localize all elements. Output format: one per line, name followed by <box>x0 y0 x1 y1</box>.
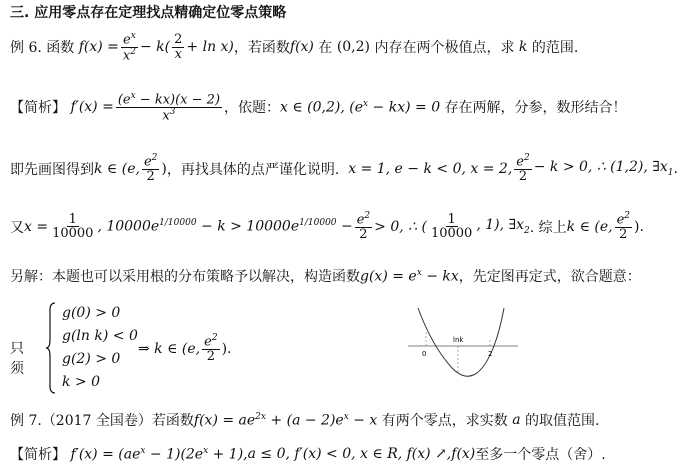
graph-label-lnk: lnk <box>453 336 464 344</box>
formula: f(x) <box>451 446 476 462</box>
text: 存在两解，分参，数形结合！ <box>444 100 627 117</box>
text: 的范围. <box>531 40 579 57</box>
line-4 <box>10 211 644 242</box>
example-6 <box>10 32 632 63</box>
formula: f(x) <box>289 39 314 56</box>
formula: + ln x) <box>186 39 234 56</box>
system-row: g(ln k) < 0 <box>62 328 138 344</box>
fraction: $\frac{e^x}{x^2}$ <box>122 31 136 64</box>
formula: f(x) = <box>78 39 119 56</box>
text: 函数 <box>46 40 75 57</box>
formula: x = <box>24 218 49 235</box>
text: ，再找具体的点严谨化说明. <box>166 161 340 178</box>
variable: a <box>512 412 521 428</box>
text: 至多一个零点（舍）. <box>475 447 606 463</box>
formula: k ∈ (e, <box>566 218 613 235</box>
formula: $g(x) = e^x$ − kx <box>360 267 459 285</box>
text: 又 <box>10 219 24 236</box>
fraction: $\frac{e^2}{2}$ <box>616 211 631 242</box>
analysis-tag: 【简析】 <box>10 447 66 463</box>
fraction: $\frac{1}{10000}$ <box>430 211 473 242</box>
text: 另解：本题也可以采用根的分布策略予以解决，构造函数 <box>10 269 360 285</box>
text: . 综上 <box>529 219 567 236</box>
example-7 <box>10 410 632 430</box>
formula: ) <box>161 160 167 177</box>
text: （2017 全国卷）若函数 <box>41 413 194 429</box>
formula: > 0, ∴ ( <box>374 218 427 235</box>
example-label: 例 6. <box>10 40 42 57</box>
formula: , 1), $\exists x_2$ <box>476 217 530 237</box>
fraction: $\frac{e^2}{2}$ <box>356 211 371 242</box>
formula: (0,2) <box>336 39 371 56</box>
function-graph <box>408 302 520 376</box>
text: 在 <box>318 40 333 57</box>
formula: x ∈ (0,2), $(e^x - kx) = 0$ <box>280 99 441 116</box>
formula: , $10000e^{1/10000} - k > 10000e^{1/10000}$ − <box>97 218 353 236</box>
fraction: $\frac{2}{x}$ <box>174 32 183 62</box>
text: 即先画图得到 <box>10 161 94 178</box>
section-title <box>10 2 632 22</box>
system-conclusion: ⇒ k ∈ (e, $\frac{e^2}{2}$ ). <box>138 333 232 364</box>
fraction: $\frac{e^2}{2}$ <box>143 153 158 184</box>
fraction: $\frac{e^2}{2}$ <box>204 333 218 364</box>
example-label: 例 7. <box>10 413 42 429</box>
fraction: $\frac{e^2}{2}$ <box>516 153 530 184</box>
section-title-text: 三. 应用零点存在定理找点精确定位零点策略 <box>10 5 287 21</box>
text: ，依题： <box>224 100 281 117</box>
text: ，先定图再定式，欲合题意： <box>458 269 641 285</box>
fraction: $\frac{(e^x - kx)(x - 2)}{x^3}$ <box>117 91 221 124</box>
system-row: g(0) > 0 <box>62 305 121 321</box>
text: 的取值范围. <box>525 413 600 429</box>
formula: $f(x) = ae^{2x} + (a - 2)e^x - x$ <box>193 411 378 429</box>
formula: k ∈ (e, <box>94 160 140 177</box>
formula: $f'(x) = (ae^x - 1)(2e^x + 1)$, <box>70 445 248 463</box>
formula: − k( <box>139 39 171 56</box>
analysis-2-line <box>10 444 632 464</box>
left-brace-icon <box>46 302 56 394</box>
fraction: $\frac{1}{10000}$ <box>52 211 94 242</box>
line-3 <box>10 153 678 184</box>
text: 内存在两个极值点，求 <box>374 40 515 57</box>
graph-label-2: 2 <box>488 350 493 358</box>
system-rows <box>62 302 138 394</box>
formula: ). <box>634 218 644 235</box>
system-lead: 只须 <box>10 341 24 377</box>
system-row: k > 0 <box>62 374 101 390</box>
system-row: g(2) > 0 <box>62 351 121 367</box>
text: ，若函数 <box>233 40 290 57</box>
variable: k <box>518 39 528 56</box>
text: . <box>673 160 678 177</box>
graph-label-0: 0 <box>422 350 427 358</box>
formula: x = 1, e − k < 0, x = 2, <box>348 160 513 177</box>
formula: f′(x) = <box>70 99 114 116</box>
analysis-tag: 【简析】 <box>10 100 66 117</box>
line-5 <box>10 266 641 286</box>
formula: a ≤ 0, f′(x) < 0, x ∈ R, f(x) ↗, <box>247 446 452 462</box>
formula: − k > 0, ∴ (1,2), $\exists x_1$ <box>533 159 674 179</box>
analysis-line <box>10 92 632 123</box>
text: 有两个零点，求实数 <box>381 413 508 429</box>
